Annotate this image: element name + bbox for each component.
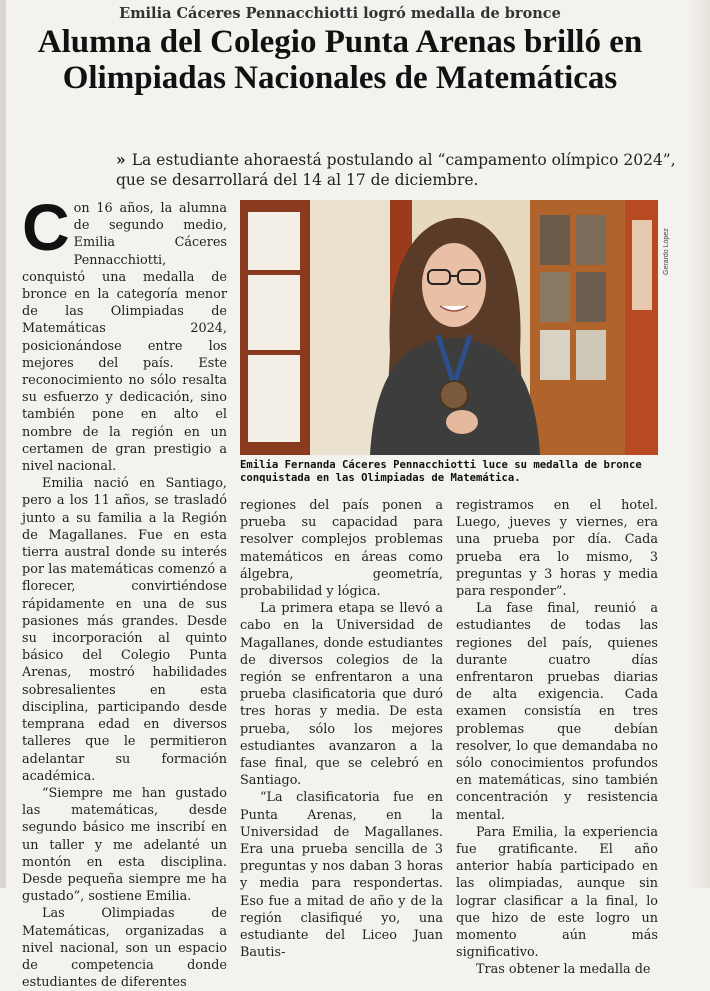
article-column-1 [22,190,227,991]
paragraph: Para Emilia, la experiencia fue gratificante. El año anterior había participado en las olimpiadas, aunque sin lograr clasificar a la final, lo que hizo de este logro un momento aún más significativo. [456,824,658,961]
article-column-3 [456,497,658,978]
paragraph: La fase final, reunió a estudiantes de todas las regiones del país, quienes durante cuatro días enfrentaron pruebas diarias de alta exigencia. Cada examen consistía en tres problemas que debían resolver, lo que demandaba no sólo conocimientos profundos en matemáticas, sino también concentración y resistencia mental. [456,601,658,823]
kicker: Emilia Cáceres Pennacchiotti logró medalla de bronce [119,5,561,22]
page-right-margin [688,0,710,888]
student-photo-illustration [240,200,658,455]
photo-credit: Gerardo López [663,228,670,275]
deck-text: La estudiante ahoraestá postulando al “campamento olímpico 2024”, que se desarrollará del 14 al 17 de diciembre. [116,151,676,189]
paragraph: “La clasificatoria fue en Punta Arenas, en la Universidad de Magallanes. Era una prueba sencilla de 3 preguntas y nos daban 3 horas y media para respondertas. Eso fue a mitad de año y de la región clasifiqué yo, una estudiante del Liceo Juan Bautis- [240,790,443,961]
article-column-2 [240,497,443,961]
paragraph: “Siempre me han gustado las matemáticas, desde segundo básico me inscribí en un taller y me adelanté un montón en esta disciplina. Desde pequeña siempre me ha gustado”, sostiene Emilia. [22,785,227,905]
deck [116,150,676,190]
paragraph: La primera etapa se llevó a cabo en la Universidad de Magallanes, donde estudiantes de diversos colegios de la región se enfrentaron a una prueba clasificatoria que duró tres horas y media. De esta prueba, sólo los mejores estudiantes avanzaron a la fase final, que se celebró en Santiago. [240,601,443,789]
article-photo [240,200,658,455]
paragraph: Tras obtener la medalla de [476,962,651,978]
paragraph: registramos en el hotel. Luego, jueves y viernes, era una prueba por día. Cada prueba era lo mismo, 3 preguntas y 3 horas y media para responder”. [456,498,658,600]
paragraph: Las Olimpiadas de Matemáticas, organizadas a nivel nacional, son un espacio de competencia donde estudiantes de diferentes [22,906,227,991]
drop-cap: C [22,190,70,264]
paragraph: on 16 años, la alumna de segundo medio, Emilia Cáceres Pennacchiotti, conquistó una medalla de bronce en la categoría menor de las Olimpiadas de Matemáticas 2024, posicionándose entre los mejores del país. Este reconocimiento no sólo resalta su esfuerzo y dedicación, sino también pone en alto el nombre de la región en un certamen de gran prestigio a nivel nacional. [22,201,227,475]
photo-caption: Emilia Fernanda Cáceres Pennacchiotti luce su medalla de bronce conquistada en las Olimpiadas de Matemática. [240,459,642,484]
paragraph: Emilia nació en Santiago, pero a los 11 años, se trasladó junto a su familia a la Región de Magallanes. Fue en esta tierra austral donde su interés por las matemáticas comenzó a florecer, convirtiéndose rápidamente en una de sus pasiones más grandes. Desde su incorporación al quinto básico del Colegio Punta Arenas, mostró habilidades sobresalientes en esta disciplina, participando desde temprana edad en diversos talleres que le permitieron adelantar su formación académica. [22,476,227,784]
paragraph: regiones del país ponen a prueba su capacidad para resolver complejos problemas matemáticos en áreas como álgebra, geometría, probabilidad y lógica. [240,498,443,600]
page-edge [0,0,6,888]
headline: Alumna del Colegio Punta Arenas brilló en Olimpiadas Nacionales de Matemáticas [37,24,643,96]
deck-arrow-icon: » [116,150,126,169]
